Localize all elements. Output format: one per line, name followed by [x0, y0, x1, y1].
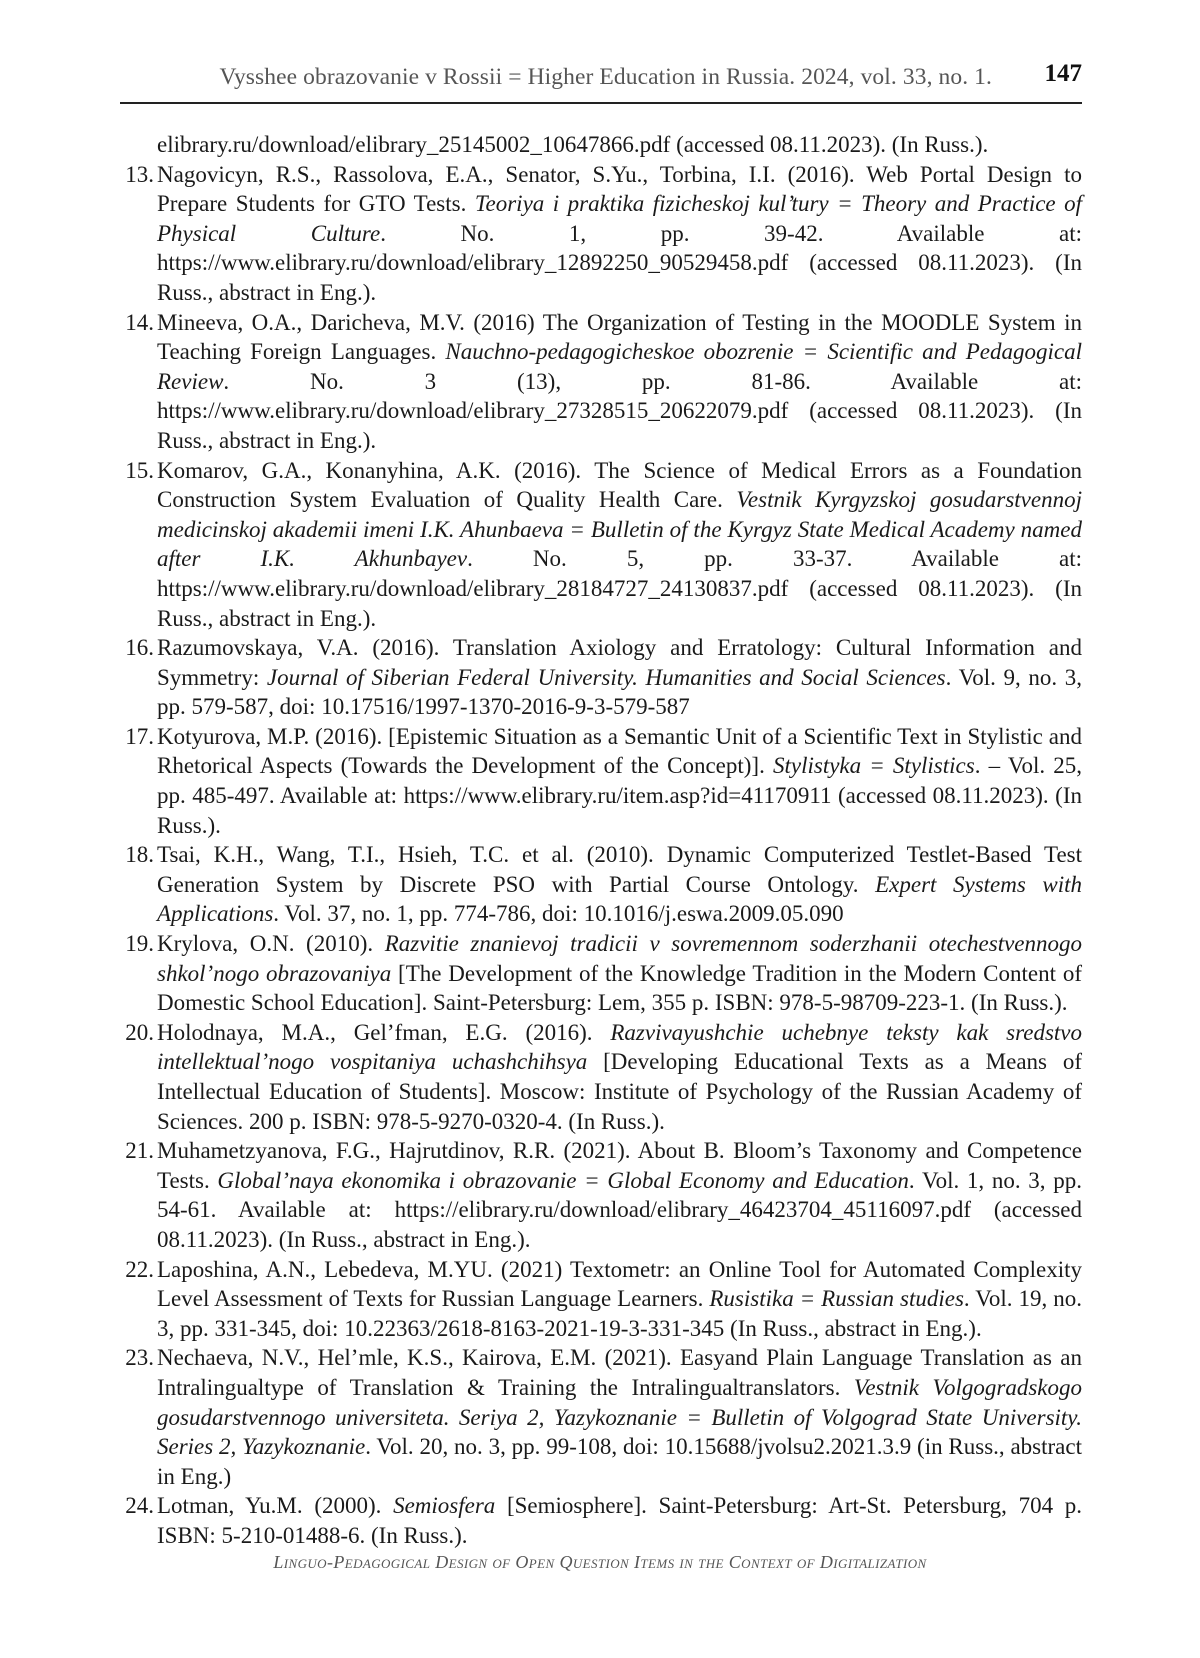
reference-item: [120, 840, 1082, 929]
reference-number: 15.: [125, 457, 154, 483]
reference-item: [120, 1343, 1082, 1491]
reference-number: 19.: [125, 931, 154, 957]
page-number: 147: [1044, 60, 1082, 87]
reference-source: Nauchno-pedagogicheskoe obozrenie = Scientific and Pedagogical Review: [157, 339, 1083, 394]
reference-text: [Semiosphere]. Saint-Petersburg: Art-St. Petersburg, 704 p. ISBN: 5-210-01488-6. (In Russ.).: [157, 1493, 1083, 1548]
reference-text: . No. 1, pp. 39-42. Available at: https://www.elibrary.ru/download/elibrary_12892250_90529458.pdf (accessed 08.11.2023). (In Russ., abstract in Eng.).: [157, 220, 1082, 305]
reference-list: [120, 130, 1082, 1551]
reference-source: Teoriya i praktika fizicheskoj kul’tury = Theory and Practice of Physical Culture: [157, 191, 1082, 246]
reference-item: [120, 130, 1082, 160]
reference-text: Krylova, O.N. (2010).: [157, 931, 385, 957]
reference-source: Journal of Siberian Federal University. Humanities and Social Sciences: [266, 664, 946, 690]
reference-item: [120, 160, 1082, 308]
reference-number: 22.: [125, 1256, 154, 1282]
reference-source: Razvivayushchie uchebnye teksty kak sredstvo intellektual’nogo vospitaniya uchashchihsya: [157, 1019, 1082, 1075]
reference-source: Rusistika = Russian studies: [709, 1286, 964, 1312]
reference-source: Expert Systems with Applications: [157, 871, 1082, 927]
reference-text: . Vol. 1, no. 3, pp. 54-61. Available at: https://elibrary.ru/download/elibrary_46423704_45116097.pdf (accessed 08.11.2023). (In Russ., abstract in Eng.).: [157, 1167, 1082, 1252]
reference-source: Vestnik Volgogradskogo gosudarstvennogo universiteta. Seriya 2, Yazykoznanie = Bulletin of Volgograd State University. Series 2, Yazykoznanie: [157, 1374, 1082, 1460]
reference-source: Vestnik Kyrgyzskoj gosudarstvennoj medicinskoj akademii imeni I.K. Ahunbaeva = Bulletin of the Kyrgyz State Medical Academy named after I.K. Akhunbayev: [157, 487, 1082, 572]
reference-item: [120, 456, 1082, 634]
reference-text: Nagovicyn, R.S., Rassolova, E.A., Senator, S.Yu., Torbina, I.I. (2016). Web Portal Design to Prepare Students for GTO Tests.: [157, 161, 1082, 217]
reference-number: 14.: [125, 309, 154, 335]
reference-text: . Vol. 20, no. 3, pp. 99-108, doi: 10.15688/jvolsu2.2021.3.9 (in Russ., abstract in Eng.): [157, 1434, 1082, 1489]
reference-item: [120, 1136, 1082, 1254]
reference-number: 24.: [125, 1493, 154, 1519]
reference-number: 21.: [125, 1138, 154, 1164]
reference-item: [120, 1018, 1082, 1136]
reference-text: . Vol. 19, no. 3, pp. 331-345, doi: 10.22363/2618-8163-2021-19-3-331-345 (In Russ., abstract in Eng.).: [157, 1286, 1082, 1341]
reference-source: Stylistyka = Stylistics: [772, 753, 975, 779]
reference-number: 16.: [125, 635, 154, 661]
reference-text: . – Vol. 25, pp. 485-497. Available at: https://www.elibrary.ru/item.asp?id=41170911 (accessed 08.11.2023). (In Russ.).: [157, 753, 1082, 838]
reference-source: Global’naya ekonomika i obrazovanie = Global Economy and Education: [217, 1167, 909, 1193]
reference-text: . Vol. 9, no. 3, pp. 579-587, doi: 10.17516/1997-1370-2016-9-3-579-587: [157, 664, 1083, 720]
reference-text: . No. 3 (13), pp. 81-86. Available at: https://www.elibrary.ru/download/elibrary_27328515_20622079.pdf (accessed 08.11.2023). (In Russ., abstract in Eng.).: [157, 368, 1082, 453]
running-head: [120, 58, 1082, 104]
reference-number: 18.: [125, 842, 154, 868]
reference-text: [Developing Educational Texts as a Means of Intellectual Education of Students]. Moscow: Institute of Psychology of the Russian Academy of Sciences. 200 p. ISBN: 978-5-9270-0320-4. (In Russ.).: [157, 1049, 1082, 1134]
reference-item: [120, 633, 1082, 722]
reference-text: Kotyurova, M.P. (2016). [Epistemic Situation as a Semantic Unit of a Scientific Text in Stylistic and Rhetorical Aspects (Towards the Development of the Concept)].: [157, 723, 1082, 779]
reference-text: Lotman, Yu.M. (2000).: [157, 1493, 394, 1519]
reference-source: Semiosfera: [393, 1493, 496, 1519]
reference-item: [120, 308, 1082, 456]
reference-text: [The Development of the Knowledge Tradition in the Modern Content of Domestic School Education]. Saint-Petersburg: Lem, 355 p. ISBN: 978-5-98709-223-1. (In Russ.).: [157, 960, 1082, 1016]
reference-item: [120, 1255, 1082, 1344]
journal-title: Vysshee obrazovanie v Rossii = Higher Education in Russia. 2024, vol. 33, no. 1.: [219, 64, 992, 90]
running-footer: Linguo-Pedagogical Design of Open Question Items in the Context of Digitalization: [273, 1552, 927, 1572]
reference-item: [120, 1491, 1082, 1550]
reference-text: Razumovskaya, V.A. (2016). Translation Axiology and Erratology: Cultural Information and Symmetry:: [157, 635, 1082, 690]
reference-text: elibrary.ru/download/elibrary_25145002_10647866.pdf (accessed 08.11.2023). (In Russ.).: [157, 132, 989, 157]
reference-number: 20.: [125, 1019, 154, 1045]
reference-text: Nechaeva, N.V., Hel’mle, K.S., Kairova, E.M. (2021). Easyand Plain Language Translation as an Intralingualtype of Translation & Training the Intralingualtranslators.: [157, 1345, 1082, 1400]
reference-text: Komarov, G.A., Konanyhina, A.K. (2016). The Science of Medical Errors as a Foundation Construction System Evaluation of Quality Health Care.: [157, 457, 1082, 513]
reference-text: Tsai, K.H., Wang, T.I., Hsieh, T.C. et al. (2010). Dynamic Computerized Testlet-Based Test Generation System by Discrete PSO with Partial Course Ontology.: [157, 842, 1082, 897]
reference-item: [120, 722, 1082, 840]
reference-number: 23.: [125, 1345, 154, 1371]
reference-number: 17.: [125, 723, 154, 749]
reference-text: Holodnaya, M.A., Gel’fman, E.G. (2016).: [157, 1019, 611, 1045]
reference-text: Mineeva, O.A., Daricheva, M.V. (2016) The Organization of Testing in the MOODLE System in Teaching Foreign Languages.: [157, 309, 1082, 365]
reference-text: Laposhina, A.N., Lebedeva, M.YU. (2021) Textometr: an Online Tool for Automated Complexity Level Assessment of Texts for Russian Language Learners.: [157, 1256, 1082, 1312]
reference-number: 13.: [125, 161, 154, 187]
reference-text: Muhametzyanova, F.G., Hajrutdinov, R.R. (2021). About B. Bloom’s Taxonomy and Competence Tests.: [157, 1138, 1082, 1193]
reference-source: Razvitie znanievoj tradicii v sovremennom soderzhanii otechestvennogo shkol’nogo obrazovaniya: [157, 931, 1083, 986]
reference-text: . Vol. 37, no. 1, pp. 774-786, doi: 10.1016/j.eswa.2009.05.090: [273, 901, 844, 927]
reference-item: [120, 929, 1082, 1018]
reference-text: . No. 5, pp. 33-37. Available at: https://www.elibrary.ru/download/elibrary_28184727_24130837.pdf (accessed 08.11.2023). (In Russ., abstract in Eng.).: [157, 546, 1082, 631]
